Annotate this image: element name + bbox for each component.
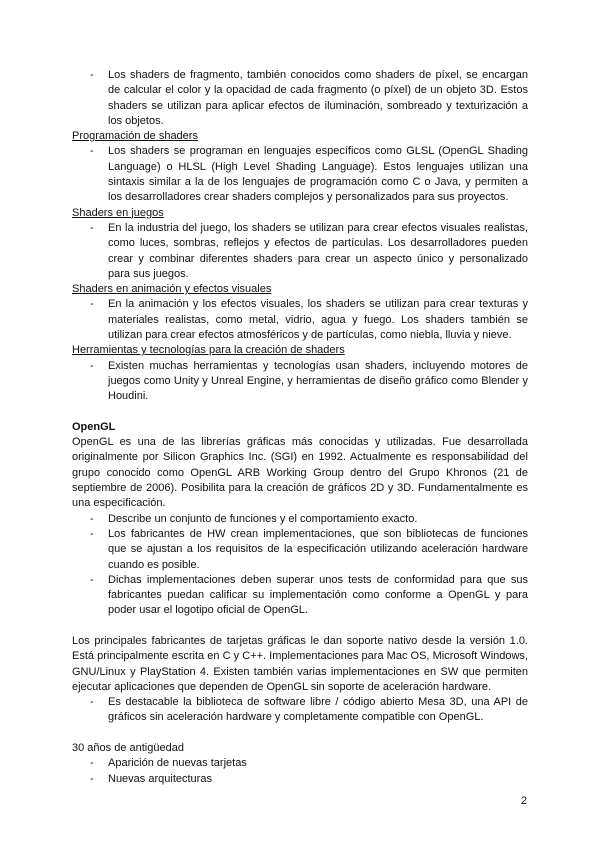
paragraph-fabricantes: Los principales fabricantes de tarjetas gráficas le dan soporte nativo desde la versión 1.0. Está principalmente escrita en C y C++. Implementaciones para Mac OS, Microsoft Windows, GNU/Linux y PlayStation 4. Existen también varias implementaciones en SW que permiten ejecutar aplicaciones que dependen de OpenGL sin soporte de aceleración hardware.: [72, 634, 528, 693]
bullet-animacion: - En la animación y los efectos visuales, los shaders se utilizan para crear texturas y materiales realistas, como metal, vidrio, agua y fuego. Los shaders también se utilizan para crear efectos atmosféricos y de partículas, como niebla, lluvia y nieve.: [90, 298, 528, 342]
spacer: [72, 619, 528, 634]
bullet-opengl-2: - Los fabricantes de HW crean implementaciones, que son bibliotecas de funciones que se ajustan a los requisitos de la especificación utilizando aceleración hardware cuando es posible.: [90, 527, 528, 571]
page-number: 2: [520, 795, 527, 807]
bullet-nuevas-tarjetas: - Aparición de nuevas tarjetas: [72, 756, 528, 771]
bullet-dash: -: [90, 527, 94, 540]
bullet-dash: -: [90, 512, 94, 525]
bullet-dash: -: [90, 696, 94, 709]
spacer: [72, 726, 528, 741]
bullet-programacion: - Los shaders se programan en lenguajes específicos como GLSL (OpenGL Shading Language) o HLSL (High Level Shading Language). Estos lenguajes utilizan una sintaxis similar a la de los lenguajes de programación como C o Java, y permiten a los desarrolladores crear shaders complejos y personalizados para sus proyectos.: [90, 145, 528, 204]
bullet-herramientas: - Existen muchas herramientas y tecnologías usan shaders, incluyendo motores de juegos como Unity y Unreal Engine, y herramientas de diseño gráfico como Blender y Houdini.: [90, 359, 528, 403]
bullet-dash: -: [90, 772, 94, 785]
document-page: [72, 68, 528, 787]
heading-shaders-animacion: Shaders en animación y efectos visuales: [72, 283, 272, 296]
heading-herramientas: Herramientas y tecnologías para la creación de shaders: [72, 344, 345, 357]
paragraph-opengl: OpenGL es una de las librerías gráficas más conocidas y utilizadas. Fue desarrollada originalmente por Silicon Graphics Inc. (SGI) en 1992. Actualmente es responsabilidad del grupo conocido como OpenGL ARB Working Group dentro del Grupo Khronos (21 de septiembre de 2006). Posibilita para la creación de gráficos 2D y 3D. Fundamentalmente es una especificación.: [72, 436, 528, 510]
bullet-dash: -: [90, 573, 94, 586]
bullet-opengl-3: - Dichas implementaciones deben superar unos tests de conformidad para que sus fabricantes puedan calificar su implementación como conforme a OpenGL y para poder usar el logotipo oficial de OpenGL.: [90, 573, 528, 617]
bullet-mesa: - Es destacable la biblioteca de software libre / código abierto Mesa 3D, una API de gráficos sin aceleración hardware y completamente compatible con OpenGL.: [90, 696, 528, 724]
bullet-dash: -: [90, 221, 94, 234]
heading-shaders-juegos: Shaders en juegos: [72, 206, 164, 219]
bullet-dash: -: [90, 69, 94, 81]
bullet-opengl-1: - Describe un conjunto de funciones y el comportamiento exacto.: [72, 512, 528, 527]
bullet-nuevas-arquitecturas: - Nuevas arquitecturas: [72, 772, 528, 787]
bullet-dash: -: [90, 145, 94, 158]
heading-opengl: OpenGL: [72, 420, 116, 433]
paragraph-30-anos: 30 años de antigüedad: [72, 742, 184, 755]
bullet-dash: -: [90, 757, 94, 770]
bullet-fragment-shaders: - Los shaders de fragmento, también conocidos como shaders de píxel, se encargan de calcular el color y la opacidad de cada fragmento (o píxel) de un objeto 3D. Estos shaders se utilizan para aplicar efectos de iluminación, sombreado y texturización a los objetos.: [90, 69, 528, 127]
spacer: [72, 405, 528, 420]
bullet-dash: -: [90, 359, 94, 372]
heading-programacion-shaders: Programación de shaders: [72, 130, 198, 143]
bullet-juegos: - En la industria del juego, los shaders se utilizan para crear efectos visuales realistas, como luces, sombras, reflejos y efectos de partículas. Los desarrolladores pueden crear y combinar diferentes shaders para crear un aspecto único y personalizado para sus juegos.: [90, 221, 528, 280]
bullet-dash: -: [90, 298, 94, 311]
